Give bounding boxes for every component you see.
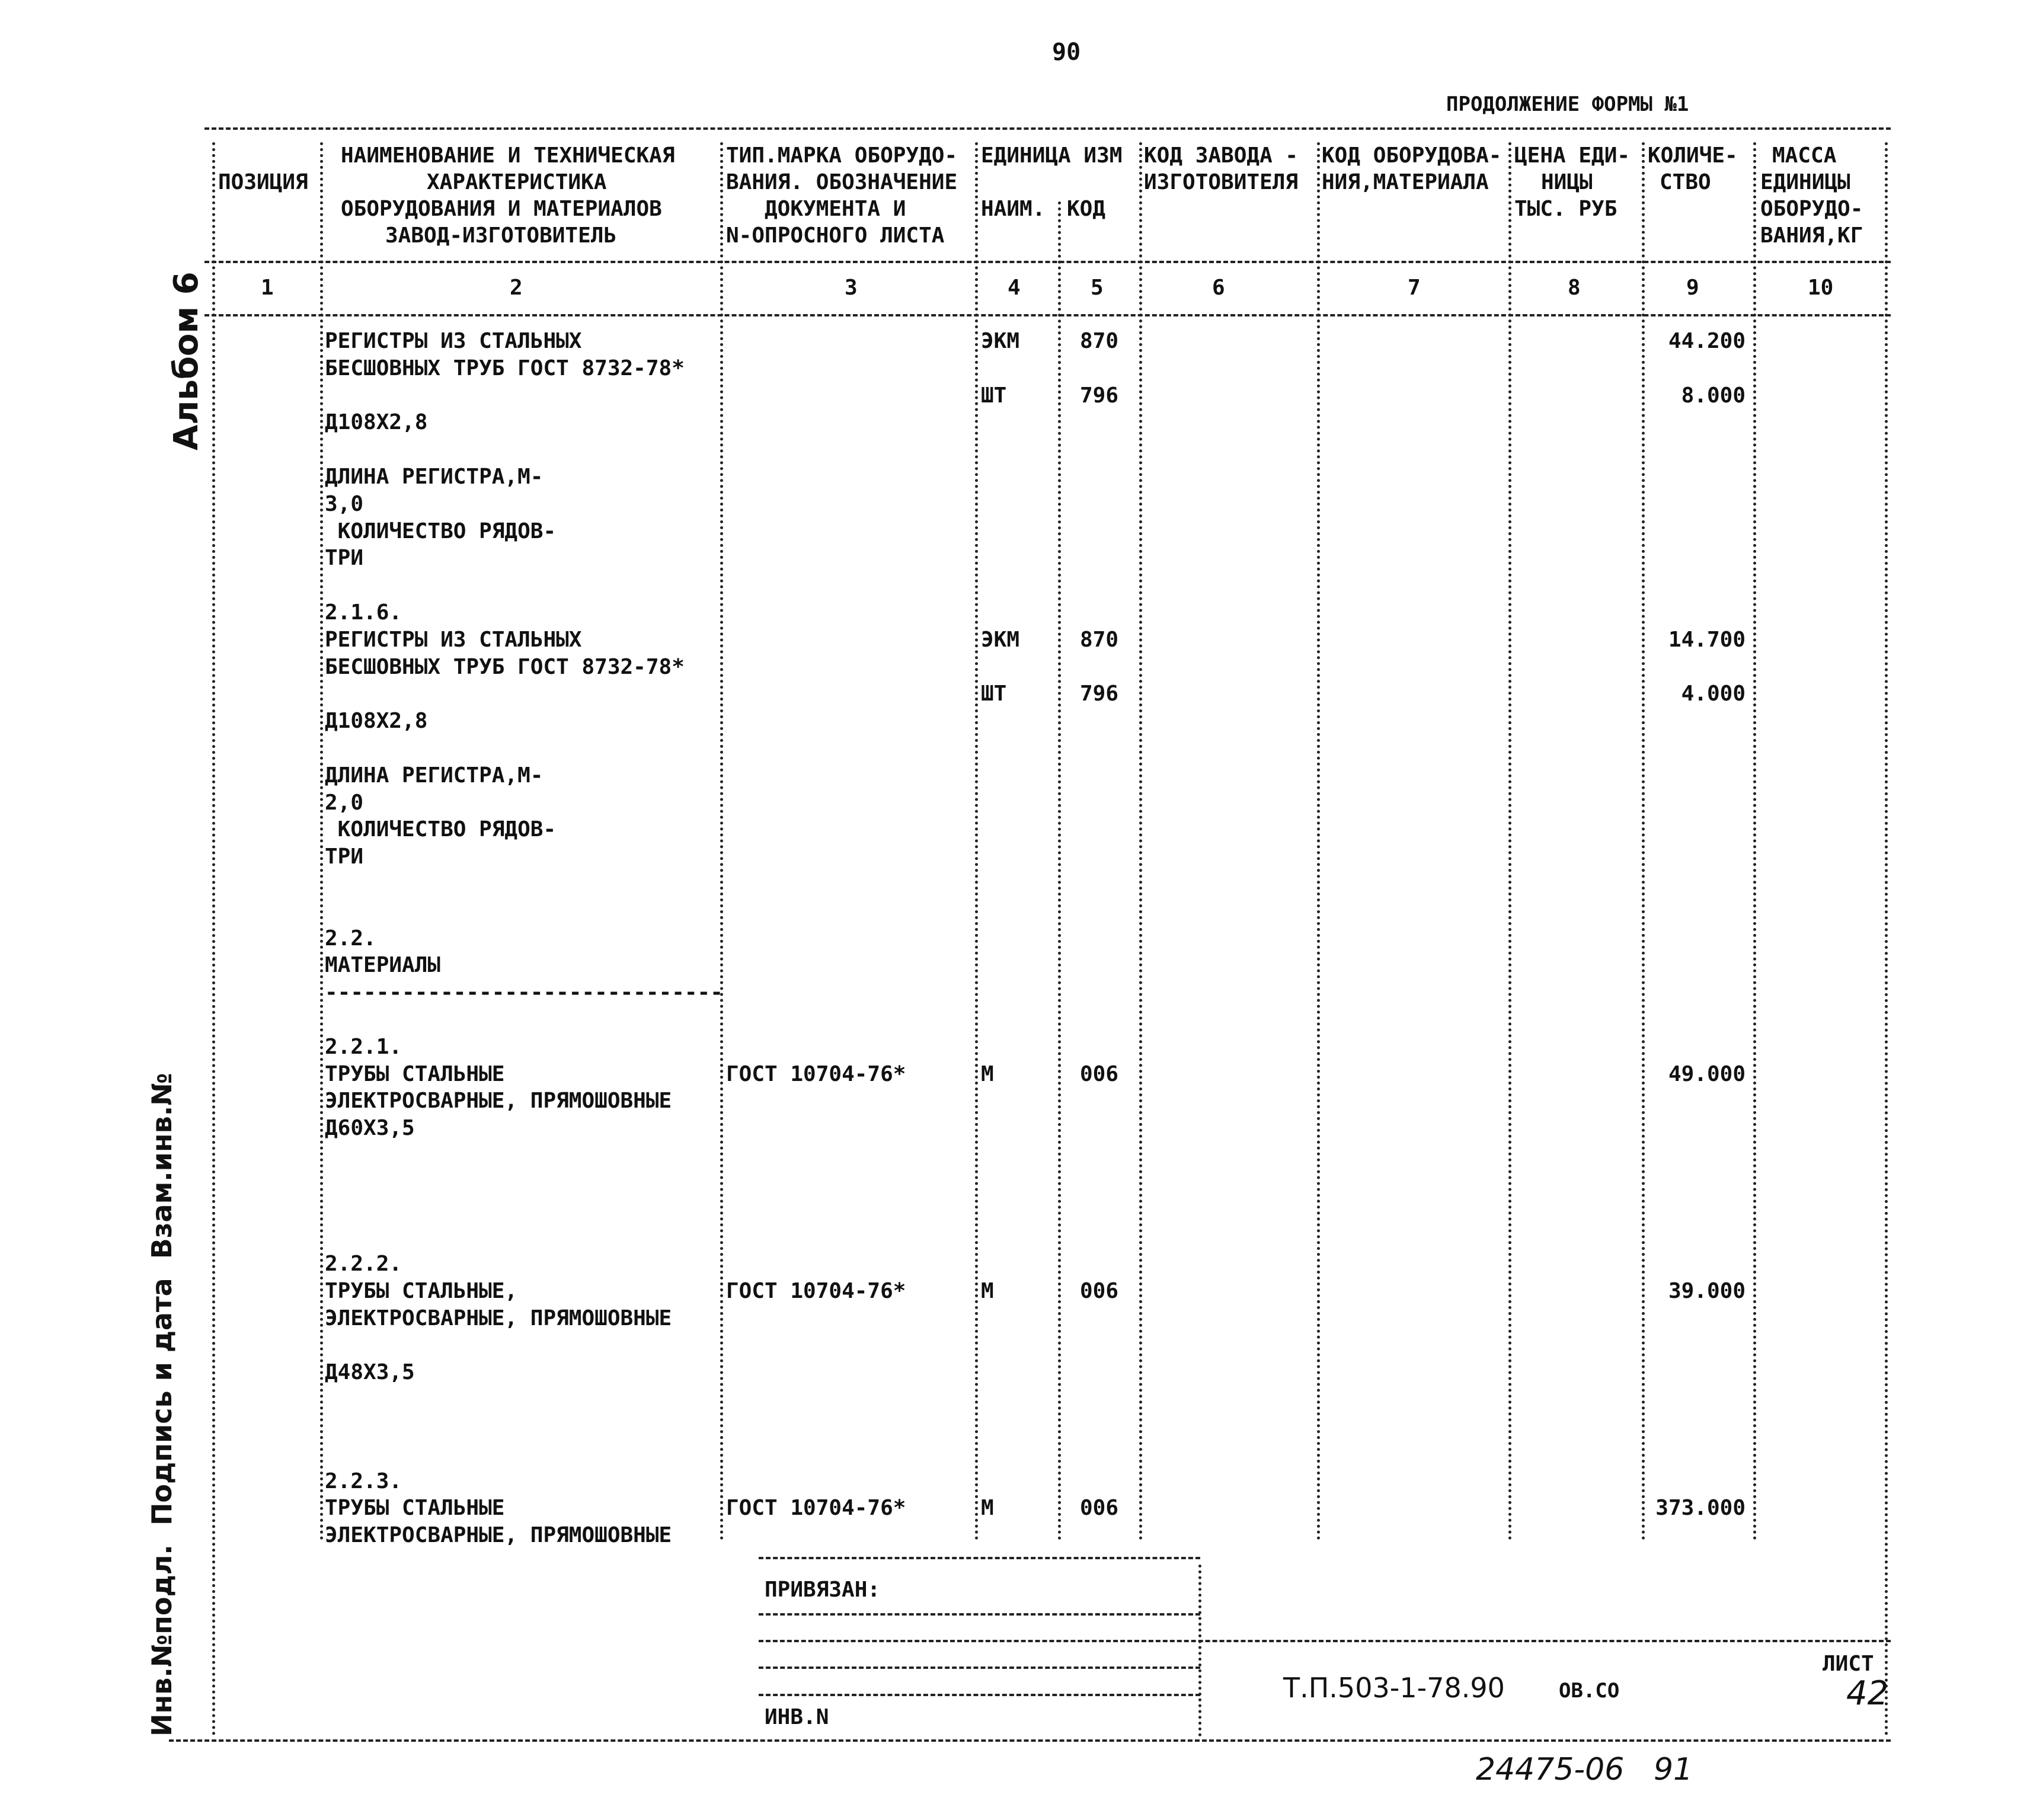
cell-c2: Д48Х3,5	[325, 1360, 415, 1385]
side-label-inventory: Инв.№подл. Подпись и дата Взам.инв.№	[146, 1073, 178, 1736]
cell-c5: 006	[1080, 1279, 1119, 1303]
cell-c5: 870	[1080, 329, 1119, 353]
cell-c2: МАТЕРИАЛЫ	[325, 953, 441, 978]
stamp-rule-5	[759, 1694, 1200, 1696]
col-divider-left	[212, 142, 215, 1736]
cell-c2: 2,0	[325, 790, 364, 815]
col-divider-3	[975, 142, 978, 1541]
stamp-privyazan: ПРИВЯЗАН:	[765, 1578, 881, 1602]
header-factory-code-1: КОД ЗАВОДА -	[1144, 143, 1299, 168]
cell-c2: 2.2.	[325, 926, 376, 951]
cell-c2: Д60Х3,5	[325, 1116, 415, 1141]
header-type-line-4: N-ОПРОСНОГО ЛИСТА	[726, 223, 945, 248]
continuation-note: ПРОДОЛЖЕНИЕ ФОРМЫ №1	[1446, 92, 1689, 116]
footer-handwritten-number: 24475-06 91	[1476, 1752, 1693, 1787]
col-divider-1	[320, 142, 323, 1541]
cell-c4: М	[981, 1496, 994, 1521]
header-name-line-3: ОБОРУДОВАНИЯ И МАТЕРИАЛОВ	[341, 197, 662, 221]
stamp-code: ОВ.СО	[1559, 1679, 1620, 1703]
stamp-designation: Т.П.503-1-78.90	[1283, 1672, 1505, 1704]
header-type-line-1: ТИП.МАРКА ОБОРУДО-	[726, 143, 958, 168]
table-top-rule	[204, 127, 1891, 130]
cell-c2: ЭЛЕКТРОСВАРНЫЕ, ПРЯМОШОВНЫЕ	[325, 1523, 672, 1548]
col-divider-4	[1058, 201, 1061, 1541]
cell-c9: 44.200	[1668, 329, 1746, 353]
cell-c5: 796	[1080, 682, 1119, 706]
stamp-rule-2	[759, 1613, 1200, 1616]
column-number-6: 6	[1212, 276, 1225, 300]
header-equipment-code-2: НИЯ,МАТЕРИАЛА	[1322, 170, 1489, 194]
cell-c9: 8.000	[1681, 383, 1746, 408]
cell-c2: ТРИ	[325, 845, 364, 869]
table-bottom-rule	[169, 1739, 1891, 1742]
header-price-3: ТЫС. РУБ	[1514, 197, 1617, 221]
header-unit-code: КОД	[1067, 197, 1106, 221]
sheet-label: ЛИСТ	[1823, 1652, 1874, 1676]
cell-c3: ГОСТ 10704-76*	[726, 1061, 906, 1086]
col-divider-6	[1317, 142, 1320, 1541]
stamp-inv-n: ИНВ.N	[765, 1705, 829, 1729]
header-price-1: ЦЕНА ЕДИ-	[1514, 143, 1631, 168]
header-type-line-3: ДОКУМЕНТА И	[765, 197, 906, 221]
header-position: ПОЗИЦИЯ	[218, 170, 308, 194]
column-number-5: 5	[1091, 276, 1104, 300]
cell-c9: 14.700	[1668, 627, 1746, 652]
column-number-9: 9	[1686, 276, 1699, 300]
cell-c9: 39.000	[1668, 1279, 1746, 1303]
cell-c2: 2.2.2.	[325, 1252, 402, 1277]
column-number-2: 2	[510, 276, 523, 300]
cell-c2: -------------------------------	[325, 980, 723, 1005]
header-mass-1: МАССА	[1772, 143, 1837, 168]
column-number-7: 7	[1408, 276, 1421, 300]
column-number-10: 10	[1808, 276, 1834, 300]
cell-c3: ГОСТ 10704-76*	[726, 1279, 906, 1303]
page-number: 90	[1052, 39, 1081, 66]
header-bottom-rule	[204, 261, 1891, 263]
col-divider-2	[720, 142, 723, 1541]
cell-c3: ГОСТ 10704-76*	[726, 1496, 906, 1521]
column-number-1: 1	[261, 276, 274, 300]
sheet-number: 42	[1846, 1674, 1889, 1713]
cell-c9: 4.000	[1681, 682, 1746, 706]
col-divider-right	[1885, 142, 1888, 1736]
header-quantity-1: КОЛИЧЕ-	[1648, 143, 1738, 168]
header-unit-name: НАИМ.	[981, 197, 1046, 221]
header-mass-4: ВАНИЯ,КГ	[1760, 223, 1863, 248]
cell-c2: РЕГИСТРЫ ИЗ СТАЛЬНЫХ	[325, 329, 582, 353]
header-price-2: НИЦЫ	[1541, 170, 1593, 194]
header-name-line-4: ЗАВОД-ИЗГОТОВИТЕЛЬ	[385, 223, 617, 248]
cell-c2: ТРУБЫ СТАЛЬНЫЕ	[325, 1496, 505, 1521]
cell-c2: КОЛИЧЕСТВО РЯДОВ-	[325, 817, 557, 842]
col-divider-9	[1753, 142, 1756, 1541]
cell-c5: 796	[1080, 383, 1119, 408]
cell-c9: 373.000	[1655, 1496, 1746, 1521]
cell-c2: 3,0	[325, 491, 364, 516]
cell-c2: ЭЛЕКТРОСВАРНЫЕ, ПРЯМОШОВНЫЕ	[325, 1089, 672, 1114]
header-unit: ЕДИНИЦА ИЗМ	[981, 143, 1123, 168]
cell-c5: 006	[1080, 1496, 1119, 1521]
cell-c2: КОЛИЧЕСТВО РЯДОВ-	[325, 519, 557, 543]
cell-c2: Д108Х2,8	[325, 410, 428, 435]
cell-c4: М	[981, 1279, 994, 1303]
header-factory-code-2: ИЗГОТОВИТЕЛЯ	[1144, 170, 1299, 194]
header-name-line-2: ХАРАКТЕРИСТИКА	[427, 170, 607, 194]
column-number-3: 3	[845, 276, 858, 300]
header-name-line-1: НАИМЕНОВАНИЕ И ТЕХНИЧЕСКАЯ	[341, 143, 675, 168]
cell-c2: 2.1.6.	[325, 600, 402, 625]
stamp-top-rule	[759, 1557, 1200, 1559]
cell-c5: 870	[1080, 627, 1119, 652]
stamp-rule-4	[759, 1667, 1200, 1669]
header-quantity-2: СТВО	[1660, 170, 1711, 194]
header-mass-2: ЕДИНИЦЫ	[1760, 170, 1850, 194]
cell-c4: ЭКМ	[981, 329, 1020, 353]
stamp-divider	[1198, 1565, 1201, 1736]
cell-c2: ДЛИНА РЕГИСТРА,М-	[325, 763, 544, 788]
cell-c2: 2.2.3.	[325, 1469, 402, 1493]
cell-c2: ТРУБЫ СТАЛЬНЫЕ,	[325, 1279, 518, 1303]
cell-c2: ДЛИНА РЕГИСТРА,М-	[325, 465, 544, 489]
cell-c2: БЕСШОВНЫХ ТРУБ ГОСТ 8732-78*	[325, 356, 685, 380]
col-divider-8	[1642, 142, 1645, 1541]
side-label-album: Альбом 6	[167, 271, 206, 450]
cell-c2: РЕГИСТРЫ ИЗ СТАЛЬНЫХ	[325, 627, 582, 652]
cell-c4: ЭКМ	[981, 627, 1020, 652]
cell-c2: БЕСШОВНЫХ ТРУБ ГОСТ 8732-78*	[325, 654, 685, 679]
cell-c2: ЭЛЕКТРОСВАРНЫЕ, ПРЯМОШОВНЫЕ	[325, 1306, 672, 1330]
cell-c2: 2.2.1.	[325, 1034, 402, 1059]
cell-c5: 006	[1080, 1061, 1119, 1086]
header-type-line-2: ВАНИЯ. ОБОЗНАЧЕНИЕ	[726, 170, 958, 194]
column-number-4: 4	[1008, 276, 1021, 300]
cell-c4: М	[981, 1061, 994, 1086]
column-numbers-rule	[204, 314, 1891, 316]
cell-c4: ШТ	[981, 682, 1007, 706]
col-divider-5	[1139, 142, 1142, 1541]
header-mass-3: ОБОРУДО-	[1760, 197, 1863, 221]
cell-c2: ТРУБЫ СТАЛЬНЫЕ	[325, 1061, 505, 1086]
col-divider-7	[1508, 142, 1511, 1541]
cell-c9: 49.000	[1668, 1061, 1746, 1086]
header-equipment-code-1: КОД ОБОРУДОВА-	[1322, 143, 1502, 168]
cell-c2: ТРИ	[325, 546, 364, 571]
cell-c2: Д108Х2,8	[325, 709, 428, 734]
cell-c4: ШТ	[981, 383, 1007, 408]
column-number-8: 8	[1568, 276, 1581, 300]
stamp-rule-3	[759, 1640, 1891, 1642]
